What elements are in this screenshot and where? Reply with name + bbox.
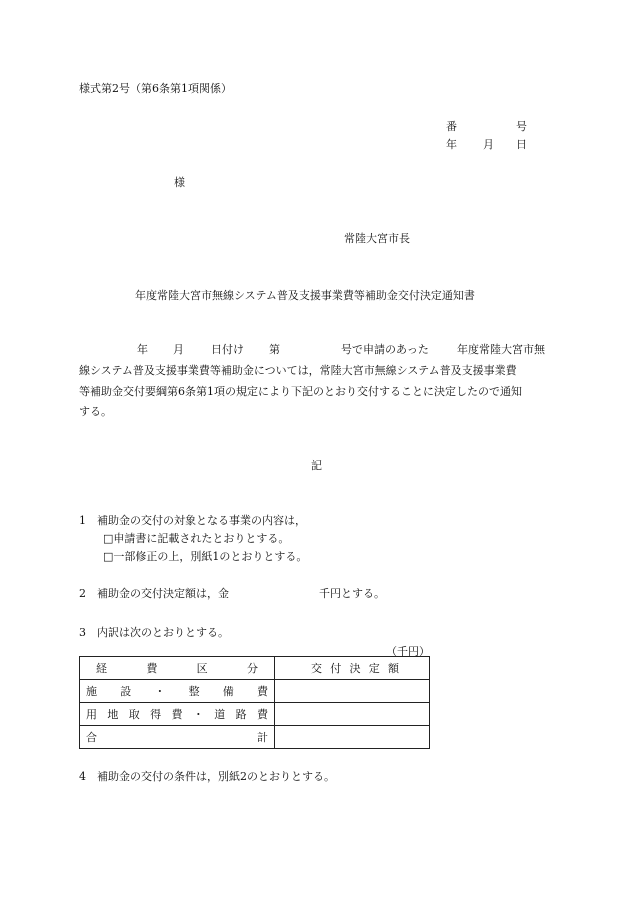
row-facility-label — [80, 680, 275, 703]
form-number: 様式第2号（第6条第1項関係） — [79, 82, 232, 95]
row-label-char: 費 — [257, 707, 268, 721]
row-label-char: 費 — [256, 684, 268, 698]
body-number-prefix: 第 — [269, 343, 280, 356]
header-char: 分 — [246, 661, 258, 675]
table-row — [80, 703, 430, 726]
row-land-text — [86, 709, 268, 720]
row-facility-amount[interactable] — [275, 680, 430, 703]
item-3-breakdown: 3 内訳は次のとおりとする。 — [79, 626, 229, 639]
header-day-label: 日 — [516, 138, 527, 151]
row-label-char: 備 — [222, 684, 234, 698]
body-line-2: 線システム普及支援事業費等補助金については，常陸大宮市無線システム普及支援事業費 — [79, 364, 517, 377]
row-label-char: ・ — [192, 707, 204, 721]
header-year-label: 年 — [446, 138, 457, 151]
body-line-4: する。 — [79, 405, 112, 418]
row-land-amount[interactable] — [275, 703, 430, 726]
row-total-text — [86, 732, 268, 743]
header-char: 費 — [146, 661, 158, 675]
header-expense-category-text — [96, 663, 258, 674]
row-label-char: 計 — [257, 730, 268, 744]
table-header-row — [80, 657, 430, 680]
body-date-suffix: 日付け — [211, 343, 244, 356]
item-1-content: 1 補助金の交付の対象となる事業の内容は， — [79, 514, 306, 527]
header-month-label: 月 — [483, 138, 494, 151]
row-facility-text — [86, 686, 268, 697]
table-row — [80, 680, 430, 703]
row-label-char: 合 — [86, 730, 97, 744]
sender-name: 常陸大宮市長 — [344, 232, 410, 245]
header-number-suffix: 号 — [516, 120, 527, 133]
row-label-char: 用 — [86, 707, 97, 721]
recipient-honorific: 様 — [174, 176, 185, 189]
header-decision-amount-text — [281, 663, 423, 674]
body-month-label: 月 — [173, 343, 184, 356]
row-label-char: 道 — [214, 707, 226, 721]
header-number-label: 番 — [446, 120, 457, 133]
row-total-label — [80, 726, 275, 749]
row-label-char: 整 — [188, 684, 200, 698]
row-label-char: 路 — [235, 707, 247, 721]
row-label-char: 地 — [107, 707, 119, 721]
header-char: 交 — [311, 661, 322, 675]
document-title: 年度常陸大宮市無線システム普及支援事業費等補助金交付決定通知書 — [135, 289, 475, 302]
item-1-option-as-applied[interactable]: □申請書に記載されたとおりとする。 — [103, 532, 290, 545]
item-4-conditions: 4 補助金の交付の条件は，別紙2のとおりとする。 — [79, 770, 335, 783]
row-label-char: ・ — [154, 684, 166, 698]
row-total-amount[interactable] — [275, 726, 430, 749]
breakdown-table — [79, 656, 430, 749]
row-label-char: 費 — [171, 707, 183, 721]
table-unit-label: （千円） — [386, 645, 430, 658]
item-2-unit: 千円とする。 — [319, 587, 385, 600]
row-label-char: 施 — [86, 684, 97, 698]
header-char: 経 — [96, 661, 107, 675]
body-year-label: 年 — [137, 343, 148, 356]
row-land-label — [80, 703, 275, 726]
body-line-3: 等補助金交付要綱第6条第1項の規定により下記のとおり交付することに決定したので通知 — [79, 385, 522, 398]
header-char: 決 — [349, 661, 361, 675]
row-label-char: 取 — [128, 707, 140, 721]
header-char: 付 — [330, 661, 342, 675]
header-char: 定 — [368, 661, 380, 675]
item-1-option-partially-revised[interactable]: □一部修正の上，別紙1のとおりとする。 — [103, 550, 308, 563]
body-fiscal-year-text: 年度常陸大宮市無 — [457, 343, 545, 356]
header-decision-amount — [275, 657, 430, 680]
body-applied-text: 号で申請のあった — [341, 343, 429, 356]
header-expense-category — [80, 657, 275, 680]
row-label-char: 得 — [150, 707, 162, 721]
header-char: 額 — [388, 661, 399, 675]
item-2-decision-amount: 2 補助金の交付決定額は，金 — [79, 587, 229, 600]
table-row — [80, 726, 430, 749]
ki-heading: 記 — [311, 459, 322, 472]
row-label-char: 設 — [120, 684, 132, 698]
header-char: 区 — [196, 661, 208, 675]
